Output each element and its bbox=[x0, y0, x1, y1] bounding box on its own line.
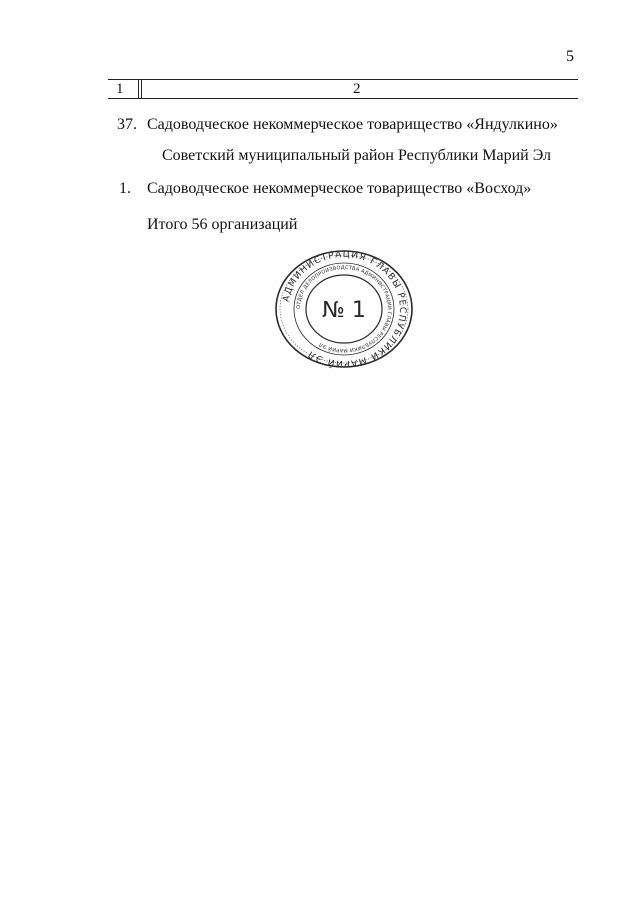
total-line: Итого 56 организаций bbox=[147, 216, 298, 233]
page-number: 5 bbox=[566, 48, 574, 65]
column-number-2: 2 bbox=[353, 81, 361, 97]
svg-text:ОТДЕЛ ДЕЛОПРОИЗВОДСТВА АДМИНИС: ОТДЕЛ ДЕЛОПРОИЗВОДСТВА АДМИНИСТРАЦИИ ГЛАВЫ РЕСПУБЛИКИ МАРИЙ ЭЛ bbox=[295, 264, 393, 354]
svg-text:АДМИНИСТРАЦИЯ ГЛАВЫ РЕСПУБЛИКИ: АДМИНИСТРАЦИЯ ГЛАВЫ РЕСПУБЛИКИ МАРИЙ ЭЛ bbox=[281, 249, 408, 369]
column-number-1: 1 bbox=[116, 81, 124, 97]
svg-text:№ 1: № 1 bbox=[322, 298, 366, 323]
entry-text: Садоводческое некоммерческое товарищество «Восход» bbox=[147, 180, 532, 197]
entry-text: Садоводческое некоммерческое товарищество «Яндулкино» bbox=[147, 116, 558, 133]
table-column-header bbox=[108, 79, 578, 99]
column-divider bbox=[141, 80, 142, 98]
district-heading: Советский муниципальный район Республики Марий Эл bbox=[162, 147, 552, 164]
column-divider bbox=[138, 80, 139, 98]
entry-number: 37. bbox=[117, 116, 137, 133]
official-seal-stamp bbox=[272, 249, 416, 369]
entry-number: 1. bbox=[119, 180, 131, 197]
